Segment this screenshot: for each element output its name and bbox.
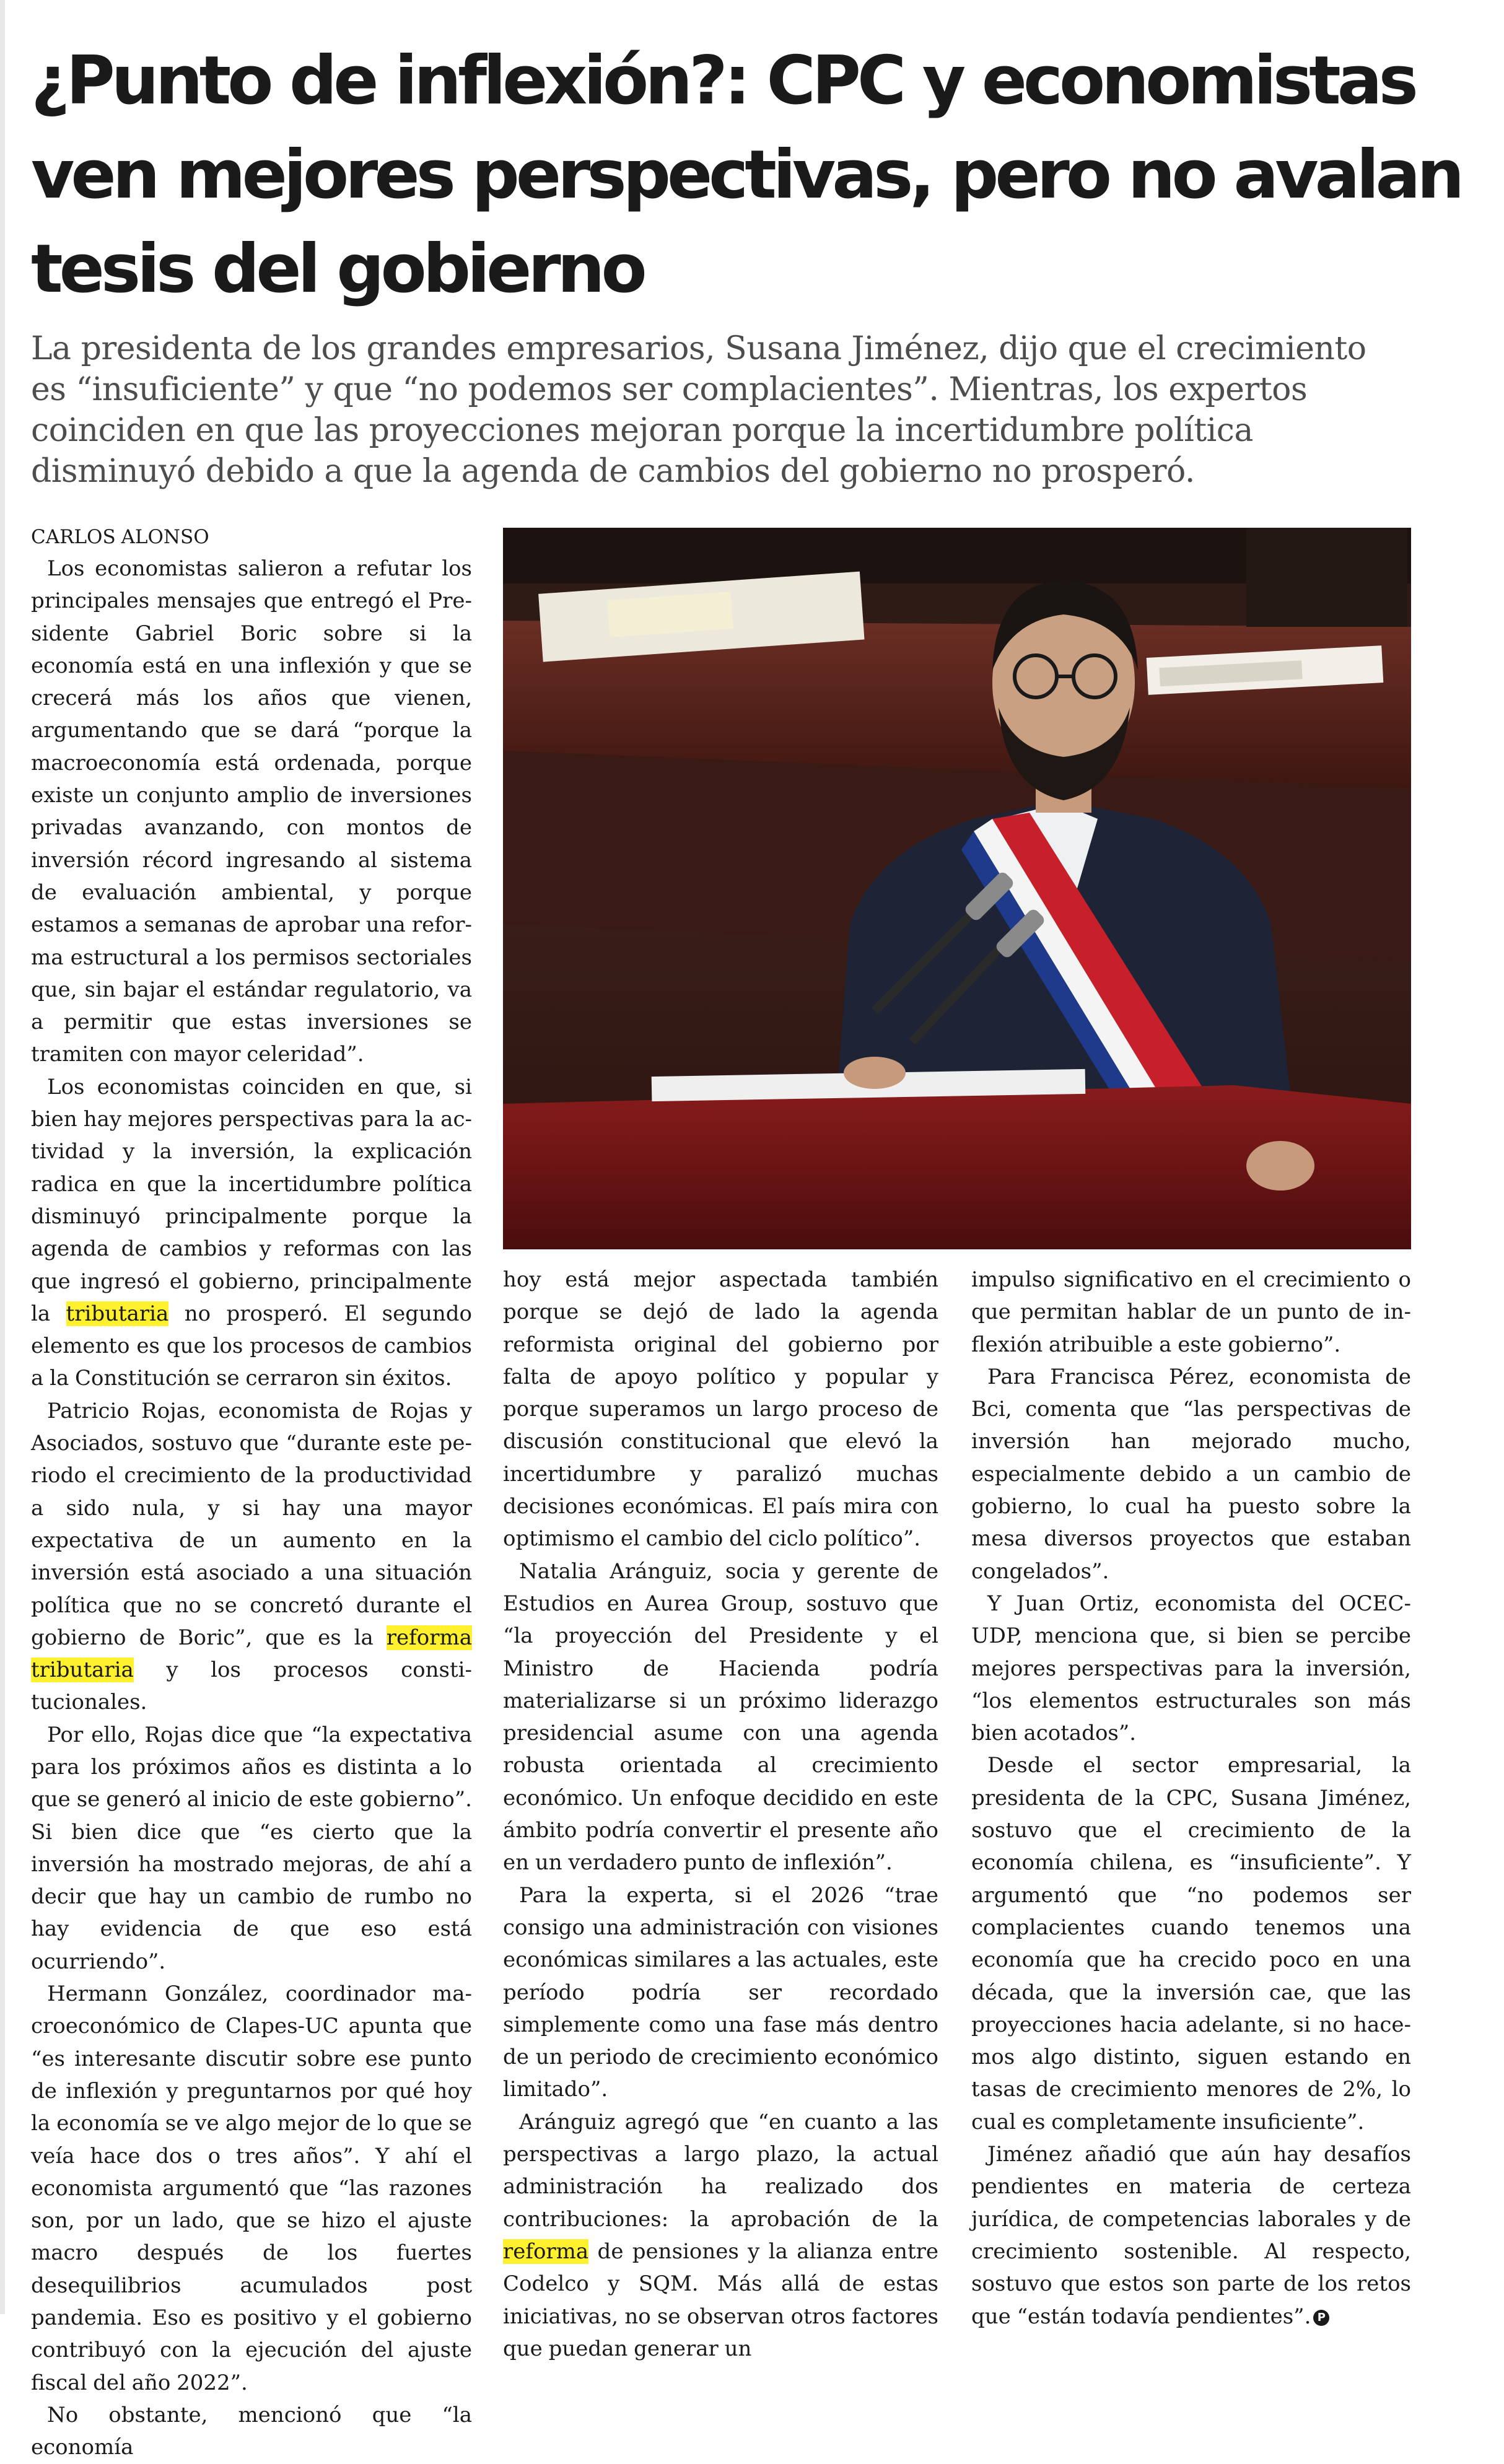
paragraph-text: Aránguiz agregó que “en cuanto a las perspectivas a largo plazo, la actual administración ha realizado dos contribuciones: la aprobación de la bbox=[503, 2109, 938, 2232]
paragraph bbox=[31, 1071, 472, 1395]
paragraph: Hermann González, coordinador macroeconómico de Clapes-UC apunta que “es interesante discutir sobre ese punto de inflexión y preguntarnos por qué hoy la economía se ve algo mejor de lo que se veía hace dos o tres años”. Y ahí el economista argumentó que “las razones son, por un lado, que se hizo el ajuste macro después de los fuertes desequilibrios acumulados post pandemia. Eso es positivo y el gobierno contribuyó con la ejecución del ajuste fiscal del año 2022”. bbox=[31, 1981, 472, 2395]
president-speech-photo bbox=[503, 528, 1411, 1249]
paragraph bbox=[31, 1395, 472, 1719]
paragraph bbox=[971, 2138, 1411, 2333]
paragraph: Por ello, Rojas dice que “la expectativa para los próximos años es distinta a lo que se generó al inicio de este gobierno”. Si bien dice que “es cierto que la inversión ha mostrado mejoras, de ahí a decir que hay un cambio de rumbo no hay evidencia de que eso está ocurriendo”. bbox=[31, 1722, 472, 1974]
paragraph: Los economistas salieron a refutar los principales mensajes que entregó el Presidente Gabriel Boric sobre si la economía está en una inflexión y que se crecerá más los años que vienen, argumentando que se dará “porque la macroeconomía está ordenada, porque existe un conjunto amplio de inversiones privadas avanzando, con montos de inversión récord ingresando al sistema de evaluación ambiental, y porque estamos a semanas de aprobar una reforma estructural a los permisos sectoriales que, sin bajar el estándar regulatorio, va a permitir que estas inversiones se tramiten con mayor celeridad”. bbox=[31, 556, 472, 1067]
byline: CARLOS ALONSO bbox=[31, 526, 209, 548]
article-subtitle: La presidenta de los grandes empresarios, Susana Jiménez, dijo que el crecimiento es “insuficiente” y que “no podemos ser complacientes”. Mientras, los expertos coinciden en que las proyecciones mejoran porque la incertidumbre política disminuyó debido a que la agenda de cambios del gobierno no prosperó. bbox=[31, 330, 1366, 490]
paragraph bbox=[503, 2106, 938, 2365]
paragraph: Natalia Aránguiz, socia y gerente de Estudios en Aurea Group, sostuvo que “la proyección del Presidente y el Ministro de Hacienda podría materializarse si un próximo liderazgo presidencial asume con una agenda robusta orientada al crecimiento económico. Un enfoque decidido en este ámbito podría convertir el presente año en un verdadero punto de inflexión”. bbox=[503, 1558, 938, 1876]
paragraph-text: Jiménez añadió que aún hay desafíos pendientes en materia de certeza jurídica, de competencias laborales y de crecimiento sostenible. Al respecto, sostuvo que estos son parte de los retos que “están todavía pendientes”. bbox=[971, 2142, 1411, 2329]
paragraph: Desde el sector empresarial, la presidenta de la CPC, Susana Jiménez, sostuvo que el crecimiento de la economía chilena, es “insuficiente”. Y argumentó que “no podemos ser complacientes cuando tenemos una economía que ha crecido poco en una década, que la inversión cae, que las proyecciones hacia adelante, si no hacemos algo distinto, siguen estando en tasas de crecimiento menores de 2%, lo cual es completamente insuficiente”. bbox=[971, 1753, 1411, 2134]
page-edge bbox=[0, 0, 5, 2314]
end-mark-icon: P bbox=[1313, 2310, 1329, 2326]
column-3 bbox=[971, 1264, 1411, 2333]
paragraph: Y Juan Ortiz, economista del OCEC-UDP, menciona que, si bien se percibe mejores perspectivas para la inversión, “los elementos estructurales son más bien acotados”. bbox=[971, 1591, 1411, 1746]
column-1 bbox=[31, 522, 472, 2464]
paragraph-text: Patricio Rojas, economista de Rojas y Asociados, sostuvo que “durante este periodo el crecimiento de la productividad a sido nula, y si hay una mayor expectativa de un aumento en la inversión está asociado a una situación política que no se concretó durante el gobierno de Boric”, que es la bbox=[31, 1398, 472, 1650]
paragraph: impulso significativo en el crecimiento o que permitan hablar de un punto de inflexión atribuible a este gobierno”. bbox=[971, 1267, 1411, 1357]
paragraph: Para Francisca Pérez, economista de Bci, comenta que “las perspectivas de inversión han mejorado mucho, especialmente debido a un cambio de gobierno, lo cual ha puesto sobre la mesa diversos proyectos que estaban congelados”. bbox=[971, 1364, 1411, 1584]
highlight-reforma: reforma bbox=[503, 2239, 589, 2264]
paragraph-text: y los procesos constitucionales. bbox=[31, 1658, 472, 1715]
paragraph: hoy está mejor aspectada también porque se dejó de lado la agenda reformista original del gobierno por falta de apoyo político y popular y porque superamos un largo proceso de discusión constitucional que elevó la incertidumbre y paralizó muchas decisiones económicas. El país mira con optimismo el cambio del ciclo político”. bbox=[503, 1267, 938, 1552]
column-2 bbox=[503, 1264, 938, 2365]
highlight-reforma-tributaria: reforma tributaria bbox=[31, 1625, 472, 1683]
article-title: ¿Punto de inflexión?: CPC y economistas ven mejores perspectivas, pero no avalan tesis del gobierno bbox=[31, 42, 1461, 308]
paragraph: Para la experta, si el 2026 “trae consigo una administración con visiones económicas similares a las actuales, este período podría ser recordado simplemente como una fase más dentro de un periodo de crecimiento económico limitado”. bbox=[503, 1882, 938, 2102]
paragraph-text: no prosperó. El segundo elemento es que los procesos de cambios a la Constitución se cerraron sin éxitos. bbox=[31, 1301, 472, 1391]
highlight-tributaria: tributaria bbox=[66, 1301, 169, 1326]
paragraph: No obstante, mencionó que “la economía bbox=[31, 2402, 472, 2460]
paragraph-text: de pensiones y la alianza entre Codelco y SQM. Más allá de estas iniciativas, no se observan otros factores que puedan generar un bbox=[503, 2239, 938, 2361]
paragraph-text: Los economistas coinciden en que, si bien hay mejores perspectivas para la actividad y la inversión, la explicación radica en que la incertidumbre política disminuyó principalmente porque la agenda de cambios y reformas con las que ingresó el gobierno, principalmente la bbox=[31, 1074, 472, 1326]
